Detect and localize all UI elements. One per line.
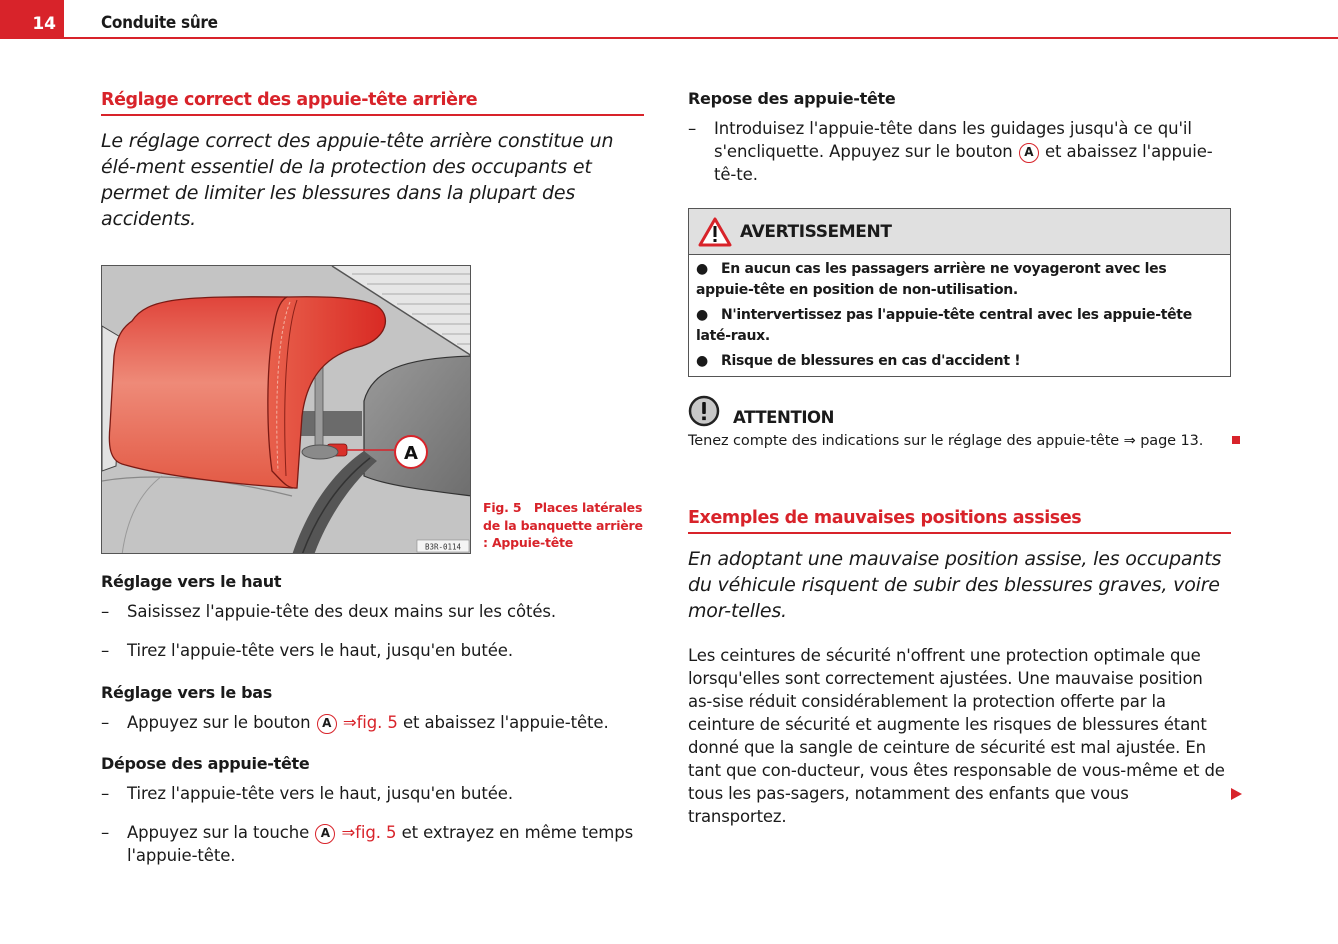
- warning-item-text: N'intervertissez pas l'appuie-tête central avec les appuie-tête laté-raux.: [696, 307, 1192, 344]
- step-text: et extrayez en même temps l'appuie-tête.: [127, 823, 634, 865]
- warning-item: [696, 259, 1222, 301]
- continue-arrow-icon: [1231, 788, 1242, 800]
- warning-item: [696, 351, 1222, 372]
- warning-item: [696, 305, 1222, 347]
- step-text: Appuyez sur le bouton: [127, 713, 311, 732]
- section-title: Réglage correct des appuie-tête arrière: [101, 88, 644, 116]
- button-a-symbol: A: [315, 824, 335, 844]
- body-paragraph: Les ceintures de sécurité n'offrent une protection optimale que lorsqu'elles sont correctement ajustées. Une mauvaise position as-sise réduit considérablement la protection offerte par la ceinture de sécurité et augmente les risques de blessures étant donné que la sangle de ceinture de sécurité est mal ajustée. En tant que con-ducteur, vous êtes responsable de vous-même et de tous les pas-sagers, notamment des enfants que vous transportez.: [688, 646, 1225, 826]
- end-of-section-marker: [1232, 436, 1240, 444]
- step-text: et abaissez l'appuie-tê-te.: [714, 142, 1213, 184]
- warning-item-text: Risque de blessures en cas d'accident !: [721, 353, 1021, 369]
- bullet: ●: [696, 261, 708, 277]
- subheading-up: Réglage vers le haut: [101, 572, 282, 591]
- section-intro: En adoptant une mauvaise position assise, les occupants du véhicule risquent de subir des blessures graves, voire mor-telles.: [688, 548, 1222, 622]
- right-column: [688, 88, 1231, 828]
- step-text: et abaissez l'appuie-tête.: [402, 713, 609, 732]
- dash: –: [688, 119, 697, 138]
- attention-label: ATTENTION: [733, 408, 835, 427]
- step: [101, 821, 644, 867]
- svg-text:A: A: [404, 443, 418, 464]
- figure-reference-link[interactable]: ⇒fig. 5: [342, 713, 398, 732]
- step-text: Introduisez l'appuie-tête dans les guidages jusqu'à ce qu'il s'encliquette. Appuyez sur le bouton: [714, 119, 1192, 161]
- dash: –: [101, 602, 110, 621]
- step: [101, 711, 644, 734]
- attention-text: Tenez compte des indications sur le réglage des appuie-tête ⇒ page 13.: [688, 433, 1204, 449]
- section-title: Exemples de mauvaises positions assises: [688, 506, 1231, 534]
- step: [101, 600, 644, 623]
- dash: –: [101, 713, 110, 732]
- dash: –: [101, 784, 110, 803]
- group-down: [101, 682, 644, 734]
- step-text: Tirez l'appuie-tête vers le haut, jusqu'en butée.: [127, 641, 513, 660]
- step-text: Saisissez l'appuie-tête des deux mains sur les côtés.: [127, 602, 557, 621]
- step-text: Tirez l'appuie-tête vers le haut, jusqu'en butée.: [127, 784, 513, 803]
- warning-body: [689, 255, 1230, 376]
- button-a-symbol: A: [1019, 143, 1039, 163]
- figure-reference-link[interactable]: ⇒fig. 5: [341, 823, 397, 842]
- figure-5: [101, 265, 644, 555]
- step: [101, 782, 644, 805]
- group-removal: [101, 753, 644, 867]
- subheading-down: Réglage vers le bas: [101, 683, 273, 702]
- dash: –: [101, 823, 110, 842]
- warning-label: AVERTISSEMENT: [740, 222, 892, 242]
- bullet: ●: [696, 353, 708, 369]
- header-rule: [64, 37, 1338, 39]
- figure-caption-text: Places latérales de la banquette arrière : Appuie-tête: [483, 500, 643, 550]
- dash: –: [101, 641, 110, 660]
- step-text: Appuyez sur la touche: [127, 823, 310, 842]
- svg-text:B3R-0114: B3R-0114: [424, 542, 462, 552]
- exclamation-circle-icon: [688, 395, 720, 431]
- warning-header: [689, 209, 1230, 255]
- button-a-symbol: A: [317, 714, 337, 734]
- figure-number: Fig. 5: [483, 500, 522, 515]
- step: [101, 639, 644, 662]
- group-up: [101, 571, 644, 662]
- subheading-removal: Dépose des appuie-tête: [101, 754, 310, 773]
- warning-triangle-icon: [698, 217, 732, 251]
- subheading-repose: Repose des appuie-tête: [688, 89, 896, 108]
- warning-box: [688, 208, 1231, 377]
- section-intro: Le réglage correct des appuie-tête arrière constitue un élé-ment essentiel de la protection des occupants et permet de limiter les blessures dans la plupart des accidents.: [101, 130, 614, 230]
- left-column: [101, 88, 644, 867]
- step: [688, 117, 1231, 186]
- chapter-title: Conduite sûre: [101, 13, 218, 33]
- section-incorrect-positions: [688, 506, 1231, 828]
- figure-caption: [483, 499, 643, 552]
- headrest-illustration: [101, 265, 471, 554]
- page-number: 14: [0, 0, 64, 39]
- attention-block: [688, 395, 1231, 453]
- warning-item-text: En aucun cas les passagers arrière ne voyageront avec les appuie-tête en position de non-utilisation.: [696, 261, 1167, 298]
- bullet: ●: [696, 307, 708, 323]
